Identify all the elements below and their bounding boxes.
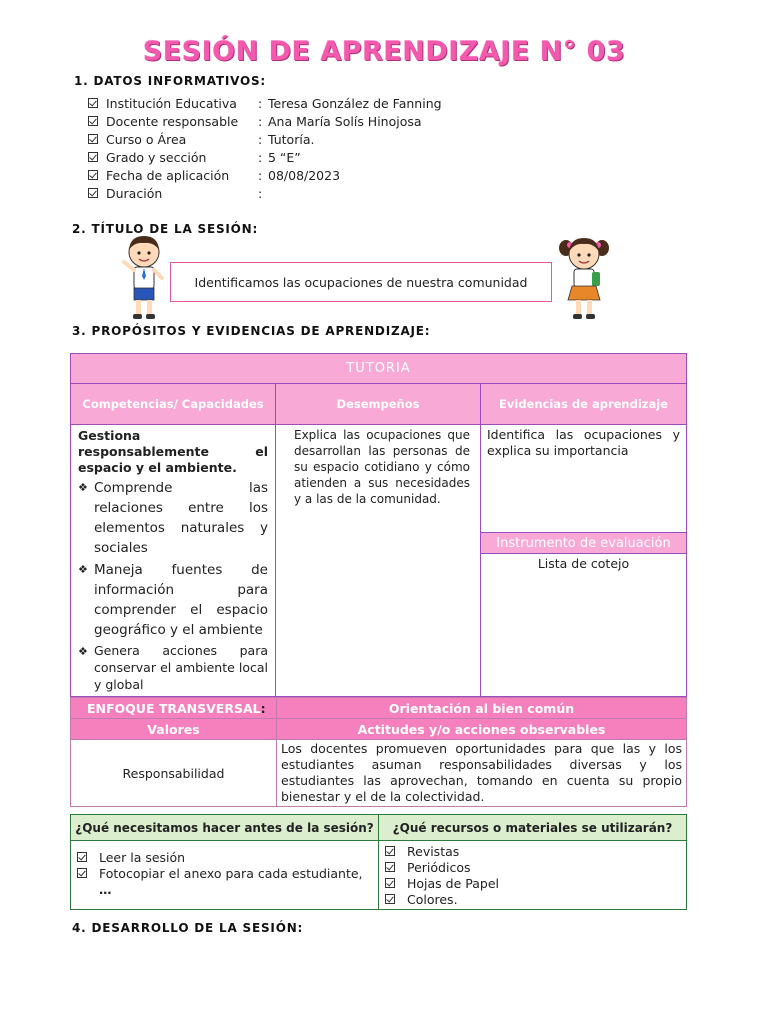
info-row: Duración : [88,184,442,202]
enfoque-label: ENFOQUE TRANSVERSAL: [71,698,277,719]
checkbox-icon [88,152,98,162]
boy-illustration [118,232,170,324]
checkbox-icon [385,894,395,904]
checkbox-icon [385,846,395,856]
info-row: Docente responsable : Ana María Solís Hinojosa [88,112,442,130]
instrumento-header: Instrumento de evaluación [481,532,686,554]
info-row: Curso o Área : Tutoría. [88,130,442,148]
info-row: Institución Educativa : Teresa González de Fanning [88,94,442,112]
list-item: Fotocopiar el anexo para cada estudiante, [77,865,372,881]
actitud-cell: Los docentes promueven oportunidades para que las y los estudiantes asuman responsabilidades diversas y los estudiantes las aprovechan, tomando en cuenta su propio bienestar y el de la colectividad. [277,740,687,807]
list-item: Hojas de Papel [385,875,680,891]
checkbox-icon [77,868,87,878]
col-desempenos: Desempeños [276,384,481,425]
col-actitudes: Actitudes y/o acciones observables [277,719,687,740]
diamond-bullet-icon: ❖ [78,481,88,494]
session-title-box: Identificamos las ocupaciones de nuestra comunidad [170,262,552,302]
info-row: Fecha de aplicación : 08/08/2023 [88,166,442,184]
diamond-bullet-icon: ❖ [78,563,88,576]
col-valores: Valores [71,719,277,740]
enfoque-value: Orientación al bien común [277,698,687,719]
checkbox-icon [385,878,395,888]
section-heading-datos: 1. DATOS INFORMATIVOS: [74,74,267,88]
list-item: Colores. [385,891,680,907]
checkbox-icon [77,852,87,862]
info-list [88,94,442,202]
info-row: Grado y sección : 5 “E” [88,148,442,166]
section-heading-desarrollo: 4. DESARROLLO DE LA SESIÓN: [72,921,304,935]
checkbox-icon [88,188,98,198]
list-item: Periódicos [385,859,680,875]
checkbox-icon [88,116,98,126]
list-item: Revistas [385,843,680,859]
purpose-table [70,353,687,697]
col-evidencias: Evidencias de aprendizaje [481,384,687,425]
recursos-header: ¿Qué recursos o materiales se utilizarán? [379,815,687,841]
recursos-list [379,841,687,910]
evidencias-cell [481,425,687,697]
capacidad-item: ❖ Maneja fuentes de información para comprender el espacio geográfico y el ambiente [78,562,268,638]
preparation-table [70,814,687,910]
list-item: … [99,881,112,897]
competencias-cell [71,425,276,697]
section-heading-propositos: 3. PROPÓSITOS Y EVIDENCIAS DE APRENDIZAJE: [72,324,431,338]
competencia-title: Gestiona responsablemente el espacio y el ambiente. [78,428,268,475]
valor-cell: Responsabilidad [71,740,277,807]
col-competencias: Competencias/ Capacidades [71,384,276,425]
page-title: SESIÓN DE APRENDIZAJE N° 03 [142,36,626,67]
girl-illustration [556,234,612,324]
diamond-bullet-icon: ❖ [78,645,88,658]
section-heading-titulo: 2. TÍTULO DE LA SESIÓN: [72,222,259,236]
capacidad-item: ❖ Comprende las relaciones entre los elementos naturales y sociales [78,480,268,556]
evidencia-text: Identifica las ocupaciones y explica su importancia [487,427,680,458]
checkbox-icon [88,170,98,180]
tutoria-header: TUTORIA [71,354,687,384]
checkbox-icon [88,98,98,108]
antes-list [71,841,379,910]
list-item: Leer la sesión [77,849,372,865]
checkbox-icon [385,862,395,872]
capacidad-item: ❖ Genera acciones para conservar el ambiente local y global [78,643,268,692]
antes-header: ¿Qué necesitamos hacer antes de la sesión? [71,815,379,841]
enfoque-table [70,697,687,807]
desempeno-cell: Explica las ocupaciones que desarrollan las personas de su espacio cotidiano y cómo atienden a sus necesidades y a las de la comunidad. [276,425,481,697]
checkbox-icon [88,134,98,144]
instrumento-value: Lista de cotejo [537,556,630,571]
